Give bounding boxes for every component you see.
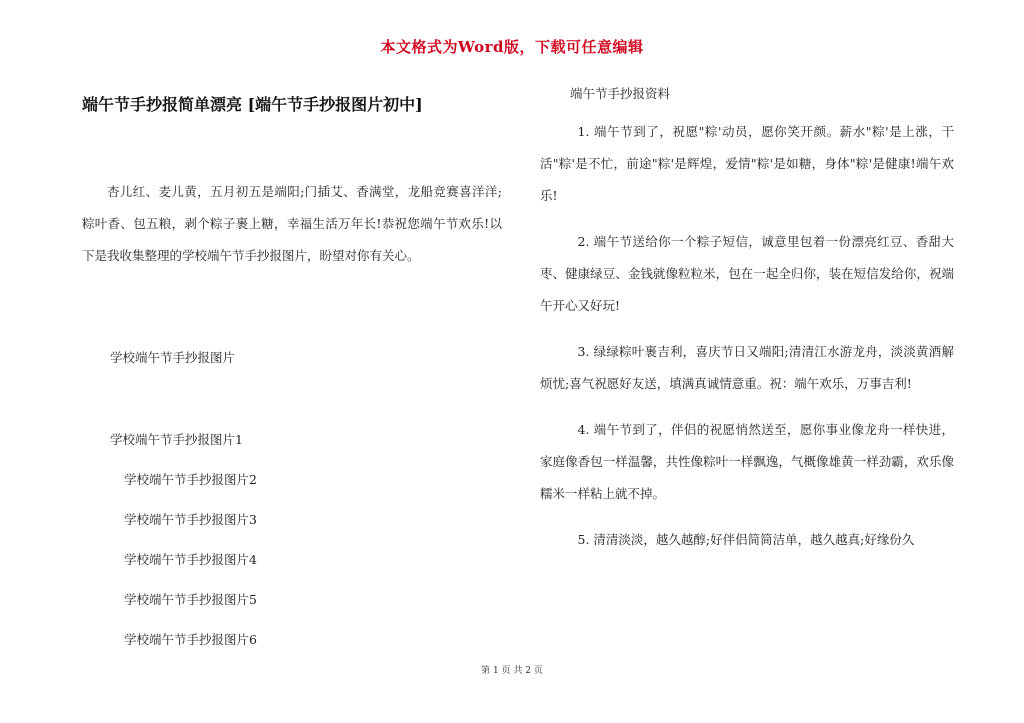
greeting-paragraph: 5. 清清淡淡，越久越醇;好伴侣简简洁单，越久越真;好缘份久: [577, 532, 915, 547]
intro-paragraph: 杏儿红、麦儿黄，五月初五是端阳;门插艾、香满堂，龙船竞赛喜洋洋;粽叶香、包五粮，剥个粽子裹上糖，幸福生活万年长!恭祝您端午节欢乐!以下是我收集整理的学校端午节手抄报图片，盼望对你有关心。: [82, 184, 502, 263]
greeting-paragraph: 3. 绿绿粽叶裹吉利，喜庆节日又端阳;清清江水游龙舟，淡淡黄酒解烦忧;喜气祝愿好友送，填满真诚情意重。祝：端午欢乐，万事吉利!: [540, 344, 954, 391]
page-footer: 第 1 页 共 2 页: [481, 666, 543, 676]
image-item: 学校端午节手抄报图片1: [110, 432, 243, 447]
greeting-paragraph: 4. 端午节到了，伴侣的祝愿悄然送至，愿你事业像龙舟一样快进，家庭像香包一样温馨，共性像粽叶一样飘逸，气概像雄黄一样劲霸，欢乐像糯米一样粘上就不掉。: [540, 422, 954, 501]
image-item: 学校端午节手抄报图片6: [124, 632, 257, 647]
image-item: 学校端午节手抄报图片4: [124, 552, 257, 567]
greeting-paragraph: 1. 端午节到了，祝愿"粽'动员，愿你笑开颜。薪水"粽'是上涨，干活"粽'是不忙，前途"粽'是辉煌，爱情"粽'是如糖，身体"粽'是健康!端午欢乐!: [540, 124, 954, 203]
right-column: [540, 78, 954, 556]
left-column: [82, 176, 502, 272]
greeting-paragraph: 2. 端午节送给你一个粽子短信，诚意里包着一份漂亮红豆、香甜大枣、健康绿豆、金钱就像粒粒米，包在一起全归你，装在短信发给你，祝端午开心又好玩!: [540, 234, 954, 313]
section-heading: 学校端午节手抄报图片: [110, 350, 236, 365]
document-banner: 本文格式为Word版，下载可任意编辑: [380, 38, 644, 56]
image-item: 学校端午节手抄报图片3: [124, 512, 257, 527]
document-title: 端午节手抄报简单漂亮 [端午节手抄报图片初中]: [82, 95, 423, 114]
image-item: 学校端午节手抄报图片5: [124, 592, 257, 607]
image-item: 学校端午节手抄报图片2: [124, 472, 257, 487]
right-heading: 端午节手抄报资料: [570, 86, 671, 101]
